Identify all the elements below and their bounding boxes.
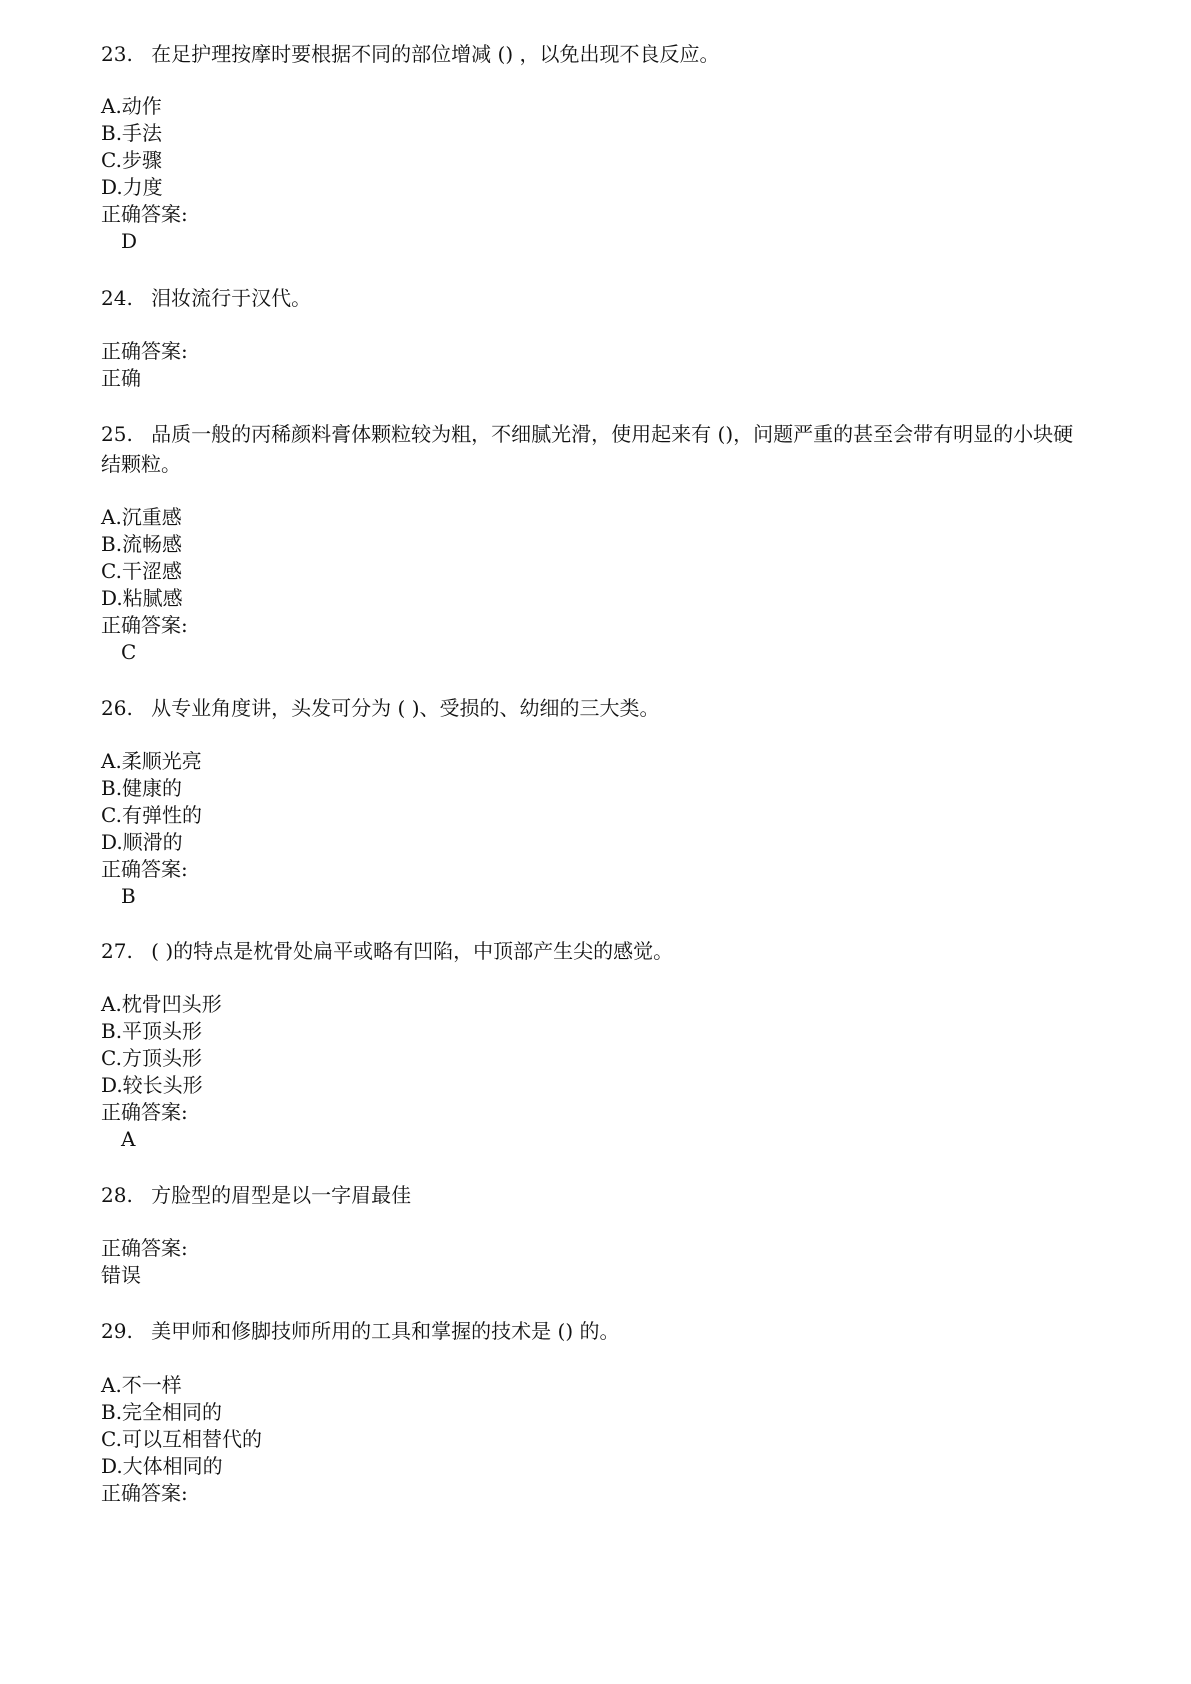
answer-label: 正确答案:	[101, 202, 188, 226]
option-d: D.粘腻感	[101, 586, 183, 610]
question-stem: ( )的特点是枕骨处扁平或略有凹陷，中顶部产生尖的感觉。	[151, 939, 674, 963]
question-number: 26.	[101, 696, 133, 720]
option-c: C.干涩感	[101, 559, 182, 583]
option-a: A.沉重感	[101, 505, 182, 529]
question-29	[101, 1317, 620, 1345]
option-a: A.动作	[101, 94, 162, 118]
question-28	[101, 1181, 411, 1209]
question-stem: 在足护理按摩时要根据不同的部位增减 () ，以免出现不良反应。	[151, 42, 720, 66]
question-stem: 方脸型的眉型是以一字眉最佳	[151, 1183, 412, 1207]
option-b: B.流畅感	[101, 532, 183, 556]
question-stem: 从专业角度讲，头发可分为 ( )、受损的、幼细的三大类。	[151, 696, 660, 720]
answer-value: C	[121, 640, 137, 664]
answer-label: 正确答案:	[101, 857, 188, 881]
answer-value: 错误	[101, 1263, 141, 1287]
question-23	[101, 40, 720, 68]
option-a: A.不一样	[101, 1373, 182, 1397]
answer-label: 正确答案:	[101, 1236, 188, 1260]
question-number: 27.	[101, 939, 133, 963]
option-c: C.有弹性的	[101, 803, 202, 827]
option-b: B.平顶头形	[101, 1019, 203, 1043]
answer-label: 正确答案:	[101, 613, 188, 637]
answer-value: A	[121, 1127, 136, 1151]
question-number: 23.	[101, 42, 133, 66]
answer-value: D	[121, 229, 138, 253]
question-24	[101, 284, 311, 312]
answer-value: B	[121, 884, 136, 908]
question-stem: 泪妆流行于汉代。	[151, 286, 312, 310]
question-number: 28.	[101, 1183, 133, 1207]
question-26	[101, 694, 660, 722]
answer-label: 正确答案:	[101, 1100, 188, 1124]
option-a: A.枕骨凹头形	[101, 992, 222, 1016]
option-a: A.柔顺光亮	[101, 749, 202, 773]
question-25	[101, 419, 1091, 479]
question-stem: 品质一般的丙稀颜料膏体颗粒较为粗，不细腻光滑，使用起来有 ()，问题严重的甚至会带有明显的小块硬结颗粒。	[101, 422, 1074, 476]
question-number: 25.	[101, 422, 133, 446]
question-27	[101, 937, 673, 965]
option-b: B.健康的	[101, 776, 183, 800]
option-b: B.手法	[101, 121, 163, 145]
question-number: 24.	[101, 286, 133, 310]
option-d: D.大体相同的	[101, 1454, 223, 1478]
answer-value: 正确	[101, 366, 141, 390]
option-d: D.顺滑的	[101, 830, 183, 854]
option-c: C.方顶头形	[101, 1046, 202, 1070]
question-number: 29.	[101, 1319, 133, 1343]
option-d: D.力度	[101, 175, 163, 199]
question-stem: 美甲师和修脚技师所用的工具和掌握的技术是 () 的。	[151, 1319, 620, 1343]
option-c: C.步骤	[101, 148, 162, 172]
option-d: D.较长头形	[101, 1073, 203, 1097]
option-b: B.完全相同的	[101, 1400, 223, 1424]
answer-label: 正确答案:	[101, 339, 188, 363]
option-c: C.可以互相替代的	[101, 1427, 262, 1451]
answer-label: 正确答案:	[101, 1481, 188, 1505]
